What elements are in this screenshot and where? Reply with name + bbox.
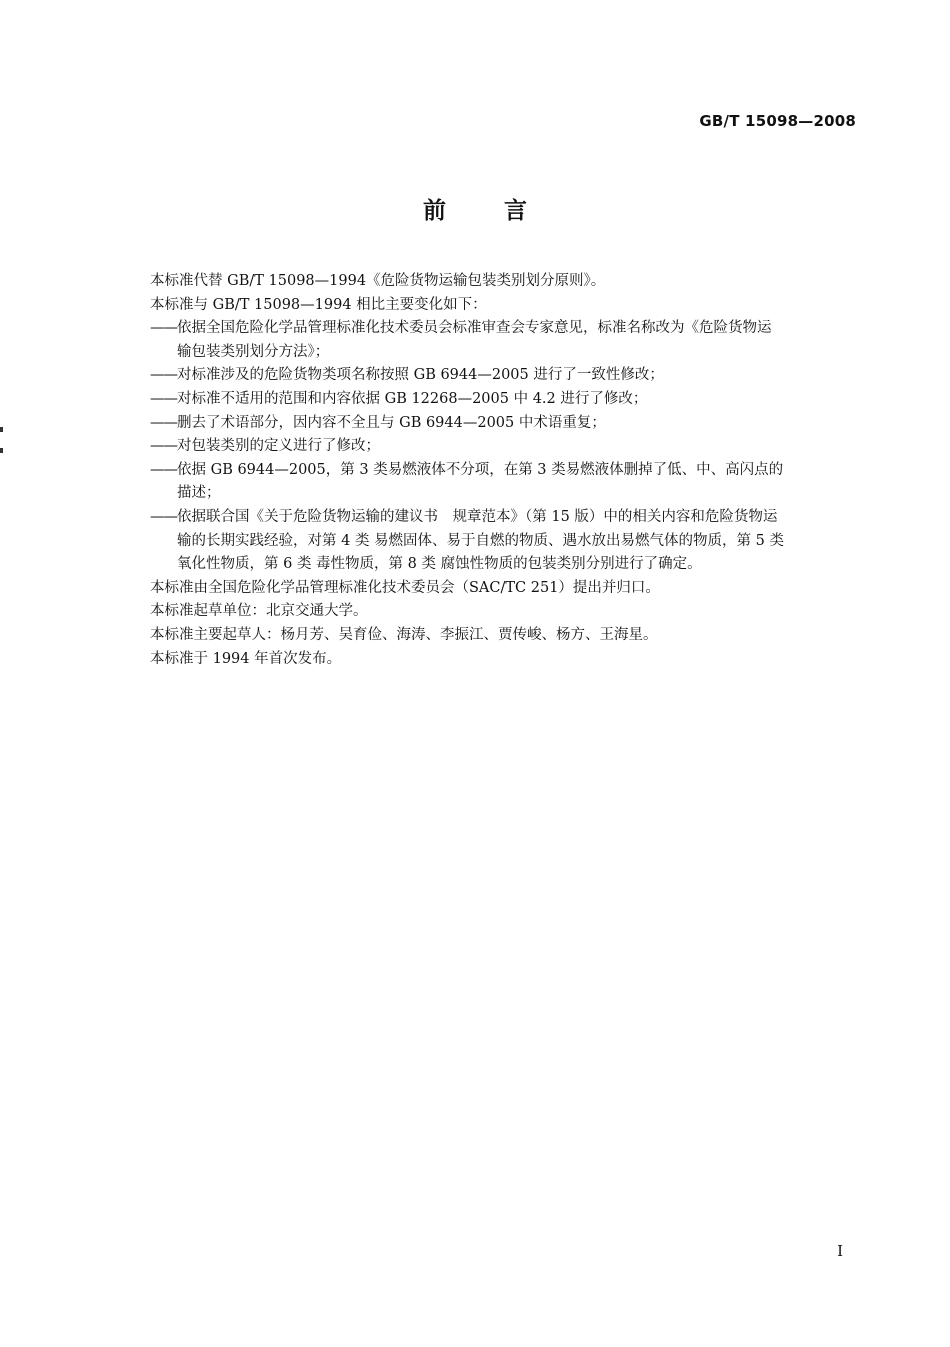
list-dash: —— <box>150 508 177 525</box>
list-dash: —— <box>150 461 177 478</box>
scan-margin-mark <box>0 448 3 453</box>
list-item-line: 对标准涉及的危险货物类项名称按照 GB 6944—2005 进行了一致性修改； <box>177 367 664 384</box>
standard-number: GB/T 15098—2008 <box>699 112 856 130</box>
list-item-line: 对标准不适用的范围和内容依据 GB 12268—2005 中 4.2 进行了修改； <box>177 390 648 407</box>
list-item-line: 输的长期实践经验，对第 4 类 易燃固体、易于自燃的物质、遇水放出易燃气体的物质，第 5 类 <box>177 532 784 549</box>
list-item <box>150 435 856 459</box>
list-item <box>150 506 856 577</box>
list-item <box>150 412 856 436</box>
list-item-line: 输包装类别划分方法》； <box>177 343 330 360</box>
list-item-line: 对包装类别的定义进行了修改； <box>177 438 380 455</box>
page-number: I <box>837 1242 843 1260</box>
list-item-line: 描述； <box>177 485 221 502</box>
paragraph-drafters: 本标准主要起草人：杨月芳、吴育俭、海涛、李振江、贾传峻、杨方、王海星。 <box>150 626 658 643</box>
paragraph-replaces: 本标准代替 GB/T 15098—1994《危险货物运输包装类别划分原则》。 <box>150 273 606 289</box>
list-item <box>150 388 856 412</box>
list-item <box>150 317 856 364</box>
list-item <box>150 459 856 506</box>
list-dash: —— <box>150 320 177 337</box>
paragraph-proposer: 本标准由全国危险化学品管理标准化技术委员会（SAC/TC 251）提出并归口。 <box>150 579 660 596</box>
list-dash: —— <box>150 438 177 455</box>
scan-margin-mark <box>0 427 3 432</box>
foreword-body <box>150 270 856 671</box>
paragraph-drafting-unit: 本标准起草单位：北京交通大学。 <box>150 603 368 620</box>
list-dash: —— <box>150 390 177 407</box>
list-item-line: 氧化性物质，第 6 类 毒性物质，第 8 类 腐蚀性物质的包装类别分别进行了确定。 <box>177 556 702 573</box>
list-item-line: 依据全国危险化学品管理标准化技术委员会标准审查会专家意见，标准名称改为《危险货物运 <box>177 320 772 337</box>
list-dash: —— <box>150 367 177 384</box>
list-item <box>150 364 856 388</box>
page-title: 前言 <box>423 198 585 224</box>
changes-list <box>150 317 856 577</box>
list-item-line: 删去了术语部分，因内容不全且与 GB 6944—2005 中术语重复； <box>177 414 606 431</box>
list-item-line: 依据联合国《关于危险货物运输的建议书 规章范本》（第 15 版）中的相关内容和危险货物运 <box>177 508 778 525</box>
list-dash: —— <box>150 414 177 431</box>
list-item-line: 依据 GB 6944—2005，第 3 类易燃液体不分项，在第 3 类易燃液体删掉了低、中、高闪点的 <box>177 461 784 478</box>
paragraph-first-release: 本标准于 1994 年首次发布。 <box>150 650 342 667</box>
paragraph-changes-intro: 本标准与 GB/T 15098—1994 相比主要变化如下： <box>150 296 487 313</box>
